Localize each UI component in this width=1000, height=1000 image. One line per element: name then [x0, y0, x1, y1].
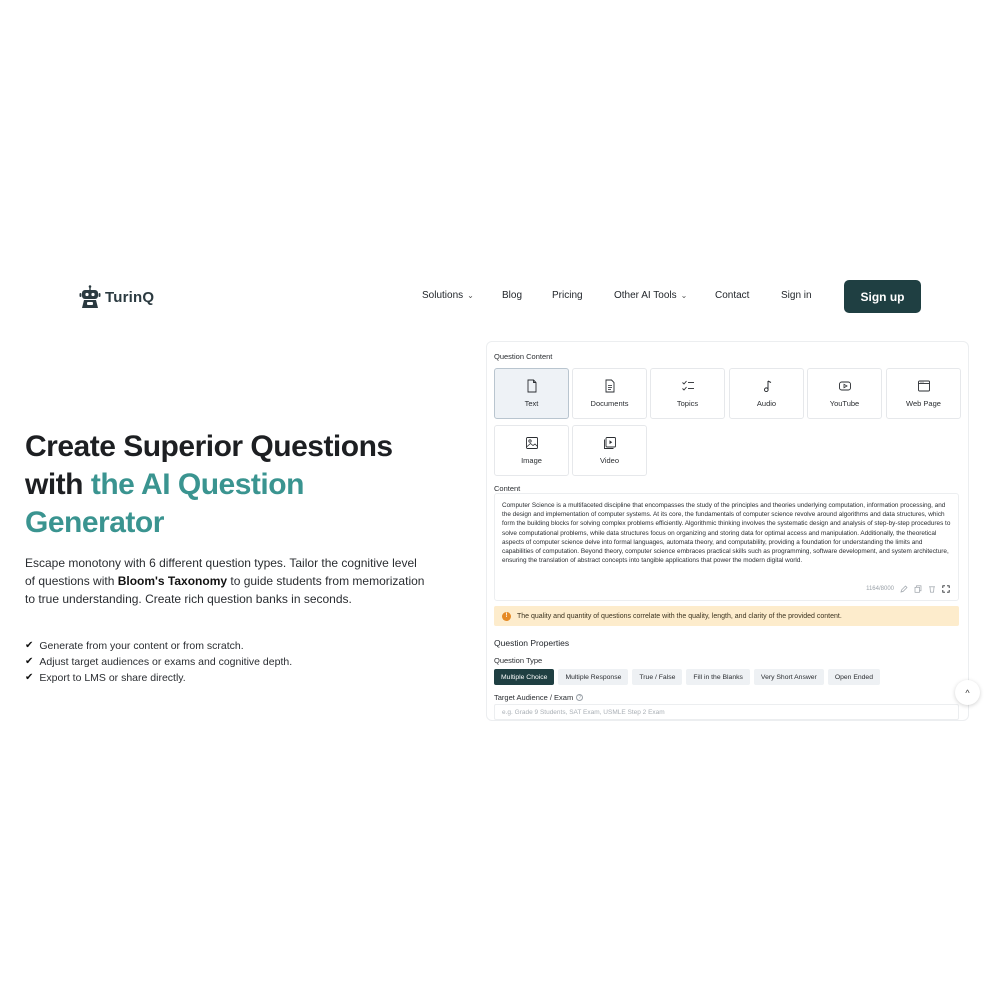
source-youtube[interactable]	[807, 368, 882, 419]
robot-logo-icon	[79, 285, 101, 309]
video-icon	[603, 436, 617, 450]
nav-pricing[interactable]	[552, 290, 614, 301]
source-web-page[interactable]	[886, 368, 961, 419]
nav-contact-label: Contact	[715, 290, 750, 301]
char-count: 1164/8000	[866, 585, 894, 592]
warning-text: The quality and quantity of questions correlate with the quality, length, and clarity of the provided content.	[517, 612, 842, 620]
feature-item	[25, 670, 292, 686]
source-label: Text	[524, 399, 539, 408]
source-text[interactable]	[494, 368, 569, 419]
question-content-label: Question Content	[494, 352, 553, 361]
copy-icon[interactable]	[914, 585, 922, 593]
nav-solutions[interactable]	[422, 290, 502, 301]
content-warning	[494, 606, 959, 626]
question-type-very-short-answer[interactable]: Very Short Answer	[754, 669, 824, 685]
hero-title-accent: the AI Question Generator	[25, 468, 304, 539]
check-icon: ✔	[25, 656, 34, 667]
feature-text: Export to LMS or share directly.	[39, 672, 186, 684]
nav-solutions-label: Solutions	[422, 290, 464, 301]
scroll-to-top-button[interactable]	[955, 680, 980, 705]
question-type-fill-in-the-blanks[interactable]: Fill in the Blanks	[686, 669, 750, 685]
question-generator-panel	[486, 341, 969, 721]
top-nav	[0, 279, 1000, 315]
feature-item	[25, 638, 292, 654]
browser-icon	[917, 379, 931, 393]
source-label: Video	[599, 456, 620, 465]
hero-title-part1: Create Superior Questions with	[25, 430, 393, 501]
checklist-icon	[681, 379, 695, 393]
feature-text: Generate from your content or from scratch.	[39, 640, 244, 652]
target-audience-label: Target Audience / Exam	[494, 693, 574, 702]
image-icon	[525, 436, 539, 450]
source-documents[interactable]	[572, 368, 647, 419]
source-label: Documents	[590, 399, 629, 408]
nav-contact[interactable]	[715, 290, 781, 301]
content-toolbar	[866, 585, 950, 594]
nav-sign-in-label: Sign in	[781, 290, 812, 301]
content-textarea[interactable]	[494, 493, 959, 601]
question-type-multiple-response[interactable]: Multiple Response	[558, 669, 628, 685]
check-icon: ✔	[25, 672, 34, 683]
sign-up-button[interactable]: Sign up	[844, 280, 921, 313]
nav-other-ai-tools[interactable]	[614, 290, 715, 301]
brand-name: TurinQ	[105, 288, 155, 306]
question-type-label: Question Type	[494, 656, 543, 665]
source-label: YouTube	[829, 399, 860, 408]
question-type-open-ended[interactable]: Open Ended	[828, 669, 880, 685]
nav-blog-label: Blog	[502, 290, 523, 301]
source-label: Web Page	[906, 399, 941, 408]
logo[interactable]	[79, 285, 154, 309]
hero-description	[25, 554, 425, 608]
document-icon	[603, 379, 617, 393]
chevron-down-icon: ⌄	[680, 291, 688, 300]
hero-desc-bold: Bloom's Taxonomy	[117, 574, 228, 588]
question-properties-label: Question Properties	[494, 638, 570, 648]
target-audience-input[interactable]	[494, 704, 959, 720]
music-note-icon	[760, 379, 774, 393]
warning-icon: !	[502, 612, 511, 621]
content-text: Computer Science is a multifaceted discipline that encompasses the study of the principles and theories underlying computation, information processing, and the design and implementation of computer systems. At its core, the fundamentals of computer science revolve around algorithms and data structures, which form the building blocks for solving complex problems efficiently. Algorithmic thinking involves the systematic design and analysis of step-by-step procedures to solve computational problems, while data structures focus on organizing and storing data for optimal access and manipulation. Additionally, the theoretical aspects of computer science delve into formal languages, automata theory, and computability, providing a foundation for understanding the limits and capabilities of computation. Beyond theory, computer science embraces practical skills such as programming, software development, and system architecture, ensuring the translation of abstract concepts into tangible applications that power the modern digital world.	[502, 502, 951, 565]
edit-icon[interactable]	[900, 585, 908, 593]
expand-icon[interactable]	[942, 585, 950, 593]
chevron-down-icon: ⌄	[467, 291, 474, 300]
source-topics[interactable]	[650, 368, 725, 419]
question-type-multiple-choice[interactable]: Multiple Choice	[494, 669, 554, 685]
source-video[interactable]	[572, 425, 647, 476]
source-image[interactable]	[494, 425, 569, 476]
trash-icon[interactable]	[928, 585, 936, 593]
feature-item	[25, 654, 292, 670]
source-label: Topics	[676, 399, 699, 408]
question-type-group	[494, 669, 880, 685]
content-label: Content	[494, 484, 521, 493]
hero-desc-before: Escape monotony with 6 different question types. Tailor the cognitive level of questions with	[25, 556, 417, 588]
feature-text: Adjust target audiences or exams and cognitive depth.	[39, 656, 293, 668]
source-audio[interactable]	[729, 368, 804, 419]
hero-title	[25, 428, 445, 542]
source-label: Image	[521, 456, 542, 465]
hero-desc-after: to guide students from memorization to true understanding. Create rich question banks in seconds.	[25, 574, 425, 606]
file-icon	[525, 379, 539, 393]
target-audience-label-row	[494, 693, 583, 702]
feature-list	[25, 638, 292, 686]
nav-blog[interactable]	[502, 290, 552, 301]
nav-other-ai-tools-label: Other AI Tools	[614, 290, 677, 301]
nav-links	[422, 290, 812, 301]
check-icon: ✔	[25, 640, 34, 651]
youtube-icon	[838, 379, 852, 393]
help-icon[interactable]: ?	[576, 694, 583, 701]
nav-sign-in[interactable]	[781, 290, 812, 301]
chevron-up-icon: ^	[965, 687, 970, 698]
source-label: Audio	[756, 399, 777, 408]
nav-pricing-label: Pricing	[552, 290, 583, 301]
question-type-true-false[interactable]: True / False	[632, 669, 682, 685]
